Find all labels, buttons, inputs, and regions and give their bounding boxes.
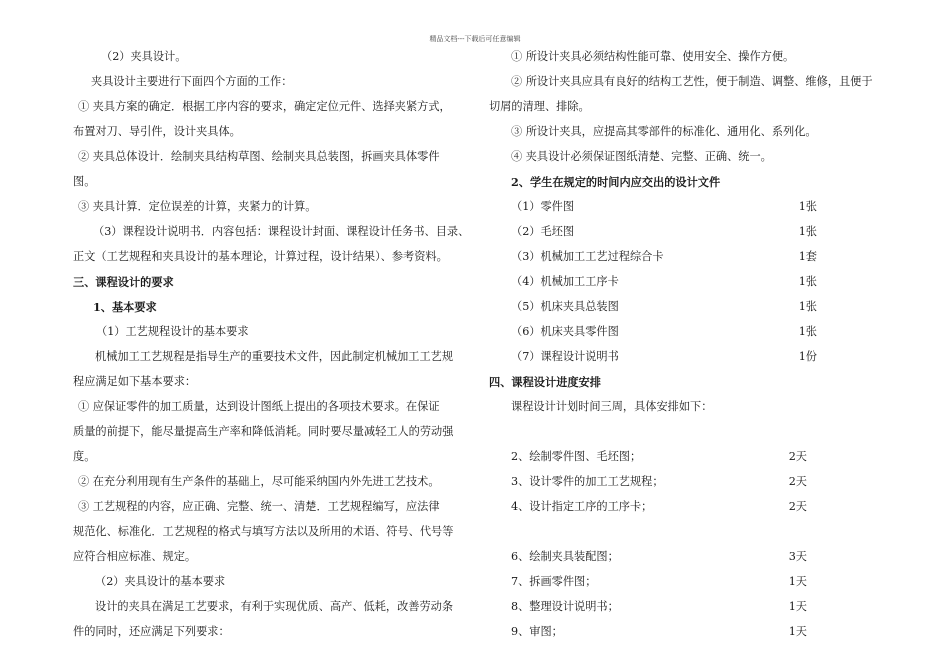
paragraph-line: 夹具设计主要进行下面四个方面的工作： bbox=[91, 75, 293, 88]
paragraph-line: ③ 工艺规程的内容，应正确、完整、统一、清楚．工艺规程编写，应法律 bbox=[78, 500, 440, 513]
schedule-item-days: 2天 bbox=[788, 450, 807, 463]
list-item-qty: 1张 bbox=[798, 275, 817, 288]
paragraph-line: ③ 所设计夹具，应提高其零部件的标准化、通用化、系列化。 bbox=[511, 125, 817, 138]
paragraph-line: 质量的前提下，能尽量提高生产率和降低消耗。同时要尽量减轻工人的劳动强 bbox=[73, 425, 454, 438]
list-item-label: （1）零件图 bbox=[511, 200, 575, 213]
paragraph-line: ④ 夹具设计必须保证图纸清楚、完整、正确、统一。 bbox=[511, 150, 772, 163]
paragraph-line: ② 所设计夹具应具有良好的结构工艺性，便于制造、调整、维修，且便于 bbox=[511, 75, 873, 88]
paragraph-line: 课程设计计划时间三周，具体安排如下： bbox=[511, 400, 713, 413]
paragraph-line: 规范化、标准化．工艺规程的格式与填写方法以及所用的术语、符号、代号等 bbox=[73, 525, 454, 538]
paragraph-line: 正文（工艺规程和夹具设计的基本理论，计算过程，设计结果）、参考资料。 bbox=[73, 250, 448, 263]
paragraph-line: （3）课程设计说明书．内容包括：课程设计封面、课程设计任务书、目录、 bbox=[93, 225, 470, 238]
schedule-item-label: 3、设计零件的加工工艺规程； bbox=[511, 475, 664, 488]
schedule-item-label: 7、拆画零件图； bbox=[511, 575, 597, 588]
schedule-item-label: 6、绘制夹具装配图； bbox=[511, 550, 619, 563]
list-item-label: （7）课程设计说明书 bbox=[511, 350, 619, 363]
schedule-item-days: 3天 bbox=[788, 550, 807, 563]
subsection-heading-fixture: （2）夹具设计的基本要求 bbox=[95, 575, 226, 588]
section-heading-fixture-design: （2）夹具设计。 bbox=[101, 50, 187, 63]
paragraph-line: 件的同时，还应满足下列要求： bbox=[73, 625, 230, 638]
list-item-qty: 1张 bbox=[798, 200, 817, 213]
section-heading-schedule: 四、课程设计进度安排 bbox=[489, 375, 601, 389]
paragraph-line: 度。 bbox=[73, 450, 96, 463]
list-item-qty: 1份 bbox=[798, 350, 817, 363]
subsection-heading-process: （1）工艺规程设计的基本要求 bbox=[96, 325, 249, 338]
list-item-label: （5）机床夹具总装图 bbox=[511, 300, 619, 313]
paragraph-line: 机械加工工艺规程是指导生产的重要技术文件，因此制定机械加工工艺规 bbox=[95, 350, 454, 363]
schedule-item-days: 1天 bbox=[788, 625, 807, 638]
paragraph-line: ① 夹具方案的确定．根据工序内容的要求，确定定位元件、选择夹紧方式， bbox=[78, 100, 451, 113]
list-item-qty: 1张 bbox=[798, 300, 817, 313]
schedule-item-days: 2天 bbox=[788, 475, 807, 488]
paragraph-line: 设计的夹具在满足工艺要求，有利于实现优质、高产、低耗，改善劳动条 bbox=[95, 600, 454, 613]
paragraph-line: 程应满足如下基本要求： bbox=[73, 375, 197, 388]
list-item-label: （4）机械加工工序卡 bbox=[511, 275, 619, 288]
section-heading-deliverables: 2、学生在规定的时间内应交出的设计文件 bbox=[511, 175, 721, 189]
schedule-item-label: 2、绘制零件图、毛坯图； bbox=[511, 450, 642, 463]
schedule-item-days: 1天 bbox=[788, 600, 807, 613]
page-header: 精品文档---下载后可任意编辑 bbox=[429, 35, 521, 43]
schedule-item-days: 2天 bbox=[788, 500, 807, 513]
paragraph-line: 切屑的清理、排除。 bbox=[489, 100, 590, 113]
subsection-heading-basic: 1、基本要求 bbox=[93, 300, 157, 314]
paragraph-line: ① 应保证零件的加工质量，达到设计图纸上提出的各项技术要求。在保证 bbox=[78, 400, 440, 413]
list-item-qty: 1套 bbox=[798, 250, 817, 263]
paragraph-line: ② 夹具总体设计．绘制夹具结构草图、绘制夹具总装图，拆画夹具体零件 bbox=[78, 150, 440, 163]
paragraph-line: 布置对刀、导引件，设计夹具体。 bbox=[73, 125, 241, 138]
paragraph-line: 应符合相应标准、规定。 bbox=[73, 550, 197, 563]
paragraph-line: ③ 夹具计算．定位误差的计算，夹紧力的计算。 bbox=[78, 200, 317, 213]
list-item-qty: 1张 bbox=[798, 225, 817, 238]
list-item-label: （2）毛坯图 bbox=[511, 225, 575, 238]
list-item-qty: 1张 bbox=[798, 325, 817, 338]
list-item-label: （6）机床夹具零件图 bbox=[511, 325, 619, 338]
schedule-item-label: 9、审图； bbox=[511, 625, 563, 638]
paragraph-line: ① 所设计夹具必须结构性能可靠、使用安全、操作方便。 bbox=[511, 50, 795, 63]
schedule-item-label: 4、设计指定工序的工序卡； bbox=[511, 500, 653, 513]
paragraph-line: ② 在充分利用现有生产条件的基础上，尽可能采纳国内外先进工艺技术。 bbox=[78, 475, 440, 488]
schedule-item-label: 8、整理设计说明书； bbox=[511, 600, 619, 613]
schedule-item-days: 1天 bbox=[788, 575, 807, 588]
paragraph-line: 图。 bbox=[73, 175, 96, 188]
list-item-label: （3）机械加工工艺过程综合卡 bbox=[511, 250, 664, 263]
section-heading-requirements: 三、课程设计的要求 bbox=[73, 275, 174, 289]
